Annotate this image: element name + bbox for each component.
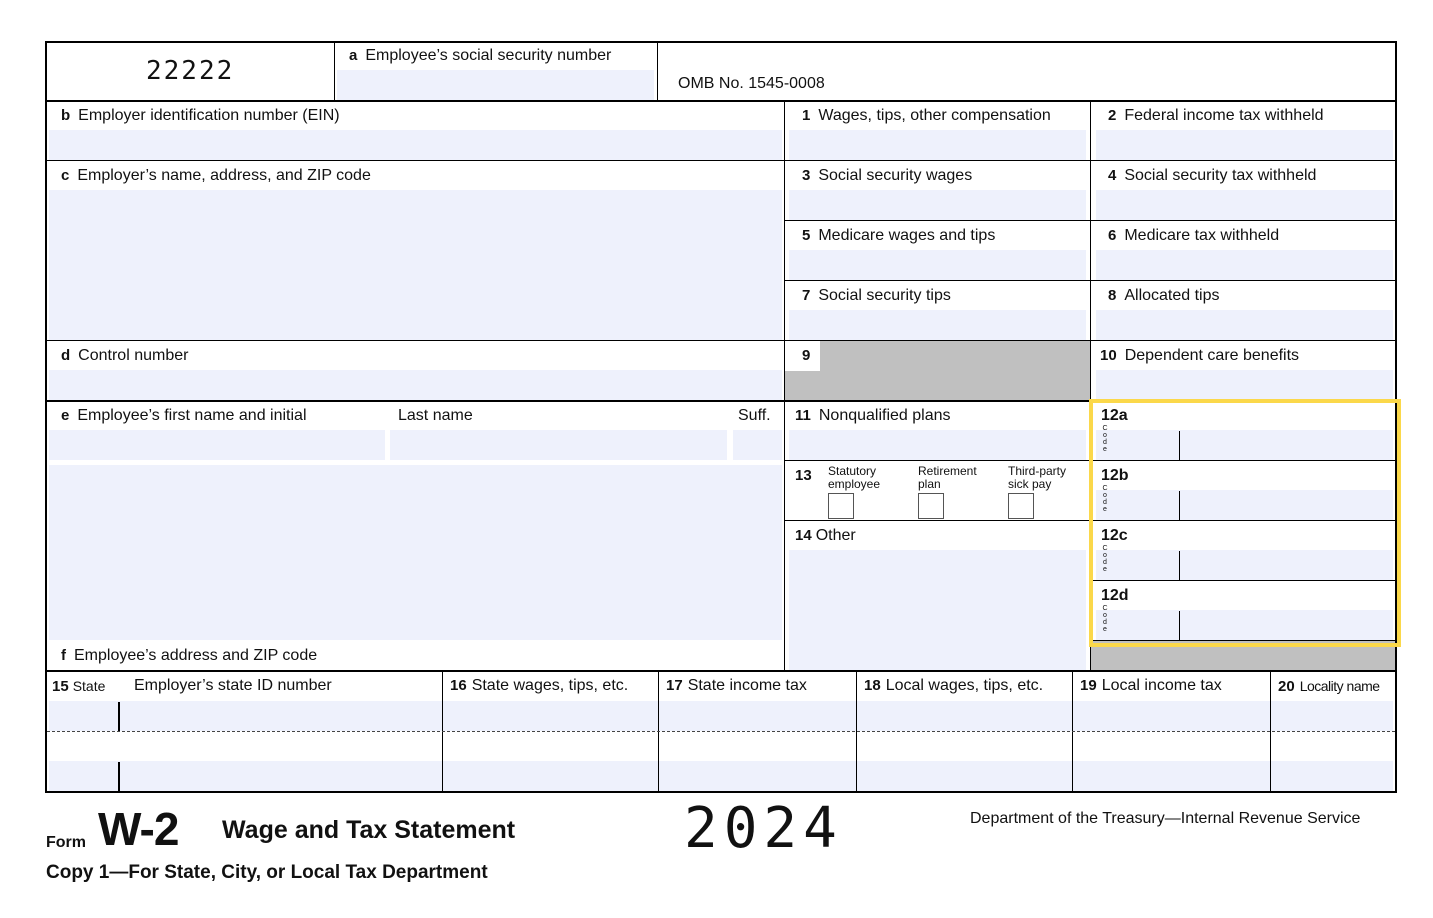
field-d-label: d Control number xyxy=(61,347,189,364)
box1-input[interactable] xyxy=(789,130,1086,160)
third-party-sick-pay-checkbox[interactable] xyxy=(1008,493,1034,519)
box12c-code-label: C o d e xyxy=(1102,545,1108,573)
control-number-input[interactable] xyxy=(49,370,782,400)
box12b-label: 12b xyxy=(1101,467,1129,484)
field-f-label: f Employee’s address and ZIP code xyxy=(61,647,318,664)
box4-label: 4 Social security tax withheld xyxy=(1108,167,1317,184)
employer-state-id-label: Employer’s state ID number xyxy=(134,677,332,694)
box11-input[interactable] xyxy=(789,430,1086,460)
box12a-code-label: C o d e xyxy=(1102,425,1108,453)
box12d-label: 12d xyxy=(1101,587,1129,604)
statutory-employee-label: Statutory employee xyxy=(828,464,881,491)
box12c-label: 12c xyxy=(1101,527,1128,544)
employee-address-input[interactable] xyxy=(49,465,782,640)
field-c-label: c Employer’s name, address, and ZIP code xyxy=(61,167,371,184)
ein-input[interactable] xyxy=(49,130,782,160)
suffix-input[interactable] xyxy=(733,430,782,460)
box16-label: 16 State wages, tips, etc. xyxy=(450,677,629,694)
last-name-label: Last name xyxy=(398,407,473,424)
box9-shaded-top xyxy=(820,341,1090,373)
box9-label: 9 xyxy=(802,347,811,364)
box9-shaded xyxy=(785,371,1090,402)
box6-input[interactable] xyxy=(1096,250,1393,280)
suffix-label: Suff. xyxy=(738,407,771,424)
ssn-input[interactable] xyxy=(337,70,654,100)
box3-label: 3 Social security wages xyxy=(802,167,973,184)
box3-input[interactable] xyxy=(789,190,1086,220)
box12b-code-label: C o d e xyxy=(1102,485,1108,513)
box2-label: 2 Federal income tax withheld xyxy=(1108,107,1324,124)
box12a-label: 12a xyxy=(1101,407,1128,424)
field-e-label: e Employee’s first name and initial xyxy=(61,407,307,424)
box12d-code-label: C o d e xyxy=(1102,605,1108,633)
omb-number: OMB No. 1545-0008 xyxy=(678,75,825,92)
form-word: Form xyxy=(46,834,86,851)
box10-input[interactable] xyxy=(1096,370,1393,400)
box11-label: 11 Nonqualified plans xyxy=(795,407,951,424)
third-party-sick-pay-label: Third-party sick pay xyxy=(1008,464,1067,491)
tax-year: 2024 xyxy=(684,796,843,861)
box14-input[interactable] xyxy=(789,550,1086,670)
form-title: Wage and Tax Statement xyxy=(222,816,516,844)
state-row2-input[interactable] xyxy=(49,761,1393,791)
box5-label: 5 Medicare wages and tips xyxy=(802,227,996,244)
field-a-label: a Employee’s social security number xyxy=(349,47,612,64)
state-row1-input[interactable] xyxy=(49,701,1393,731)
last-name-input[interactable] xyxy=(390,430,727,460)
box19-label: 19 Local income tax xyxy=(1080,677,1222,694)
box8-input[interactable] xyxy=(1096,310,1393,340)
box6-label: 6 Medicare tax withheld xyxy=(1108,227,1280,244)
box20-label: 20 Locality name xyxy=(1278,678,1380,695)
box17-label: 17 State income tax xyxy=(666,677,807,694)
box4-input[interactable] xyxy=(1096,190,1393,220)
first-name-input[interactable] xyxy=(49,430,385,460)
box12-highlight xyxy=(1089,399,1401,647)
retirement-plan-label: Retirement plan xyxy=(918,464,977,491)
employer-name-address-input[interactable] xyxy=(49,190,782,340)
box15-label: 15 State xyxy=(52,678,106,695)
form-name: W-2 xyxy=(98,803,179,855)
copy-designation: Copy 1—For State, City, or Local Tax Department xyxy=(46,862,488,883)
box14-label: 14 Other xyxy=(795,527,856,544)
box7-label: 7 Social security tips xyxy=(802,287,951,304)
box5-input[interactable] xyxy=(789,250,1086,280)
box8-label: 8 Allocated tips xyxy=(1108,287,1220,304)
box13-num: 13 xyxy=(795,467,812,484)
box1-label: 1 Wages, tips, other compensation xyxy=(802,107,1051,124)
agency-name: Department of the Treasury—Internal Revenue Service xyxy=(970,810,1361,827)
state-row-divider xyxy=(47,731,1395,732)
void-code: 22222 xyxy=(146,56,235,86)
box7-input[interactable] xyxy=(789,310,1086,340)
box10-label: 10 Dependent care benefits xyxy=(1100,347,1300,364)
statutory-employee-checkbox[interactable] xyxy=(828,493,854,519)
field-b-label: b Employer identification number (EIN) xyxy=(61,107,340,124)
retirement-plan-checkbox[interactable] xyxy=(918,493,944,519)
box2-input[interactable] xyxy=(1096,130,1393,160)
box18-label: 18 Local wages, tips, etc. xyxy=(864,677,1044,694)
